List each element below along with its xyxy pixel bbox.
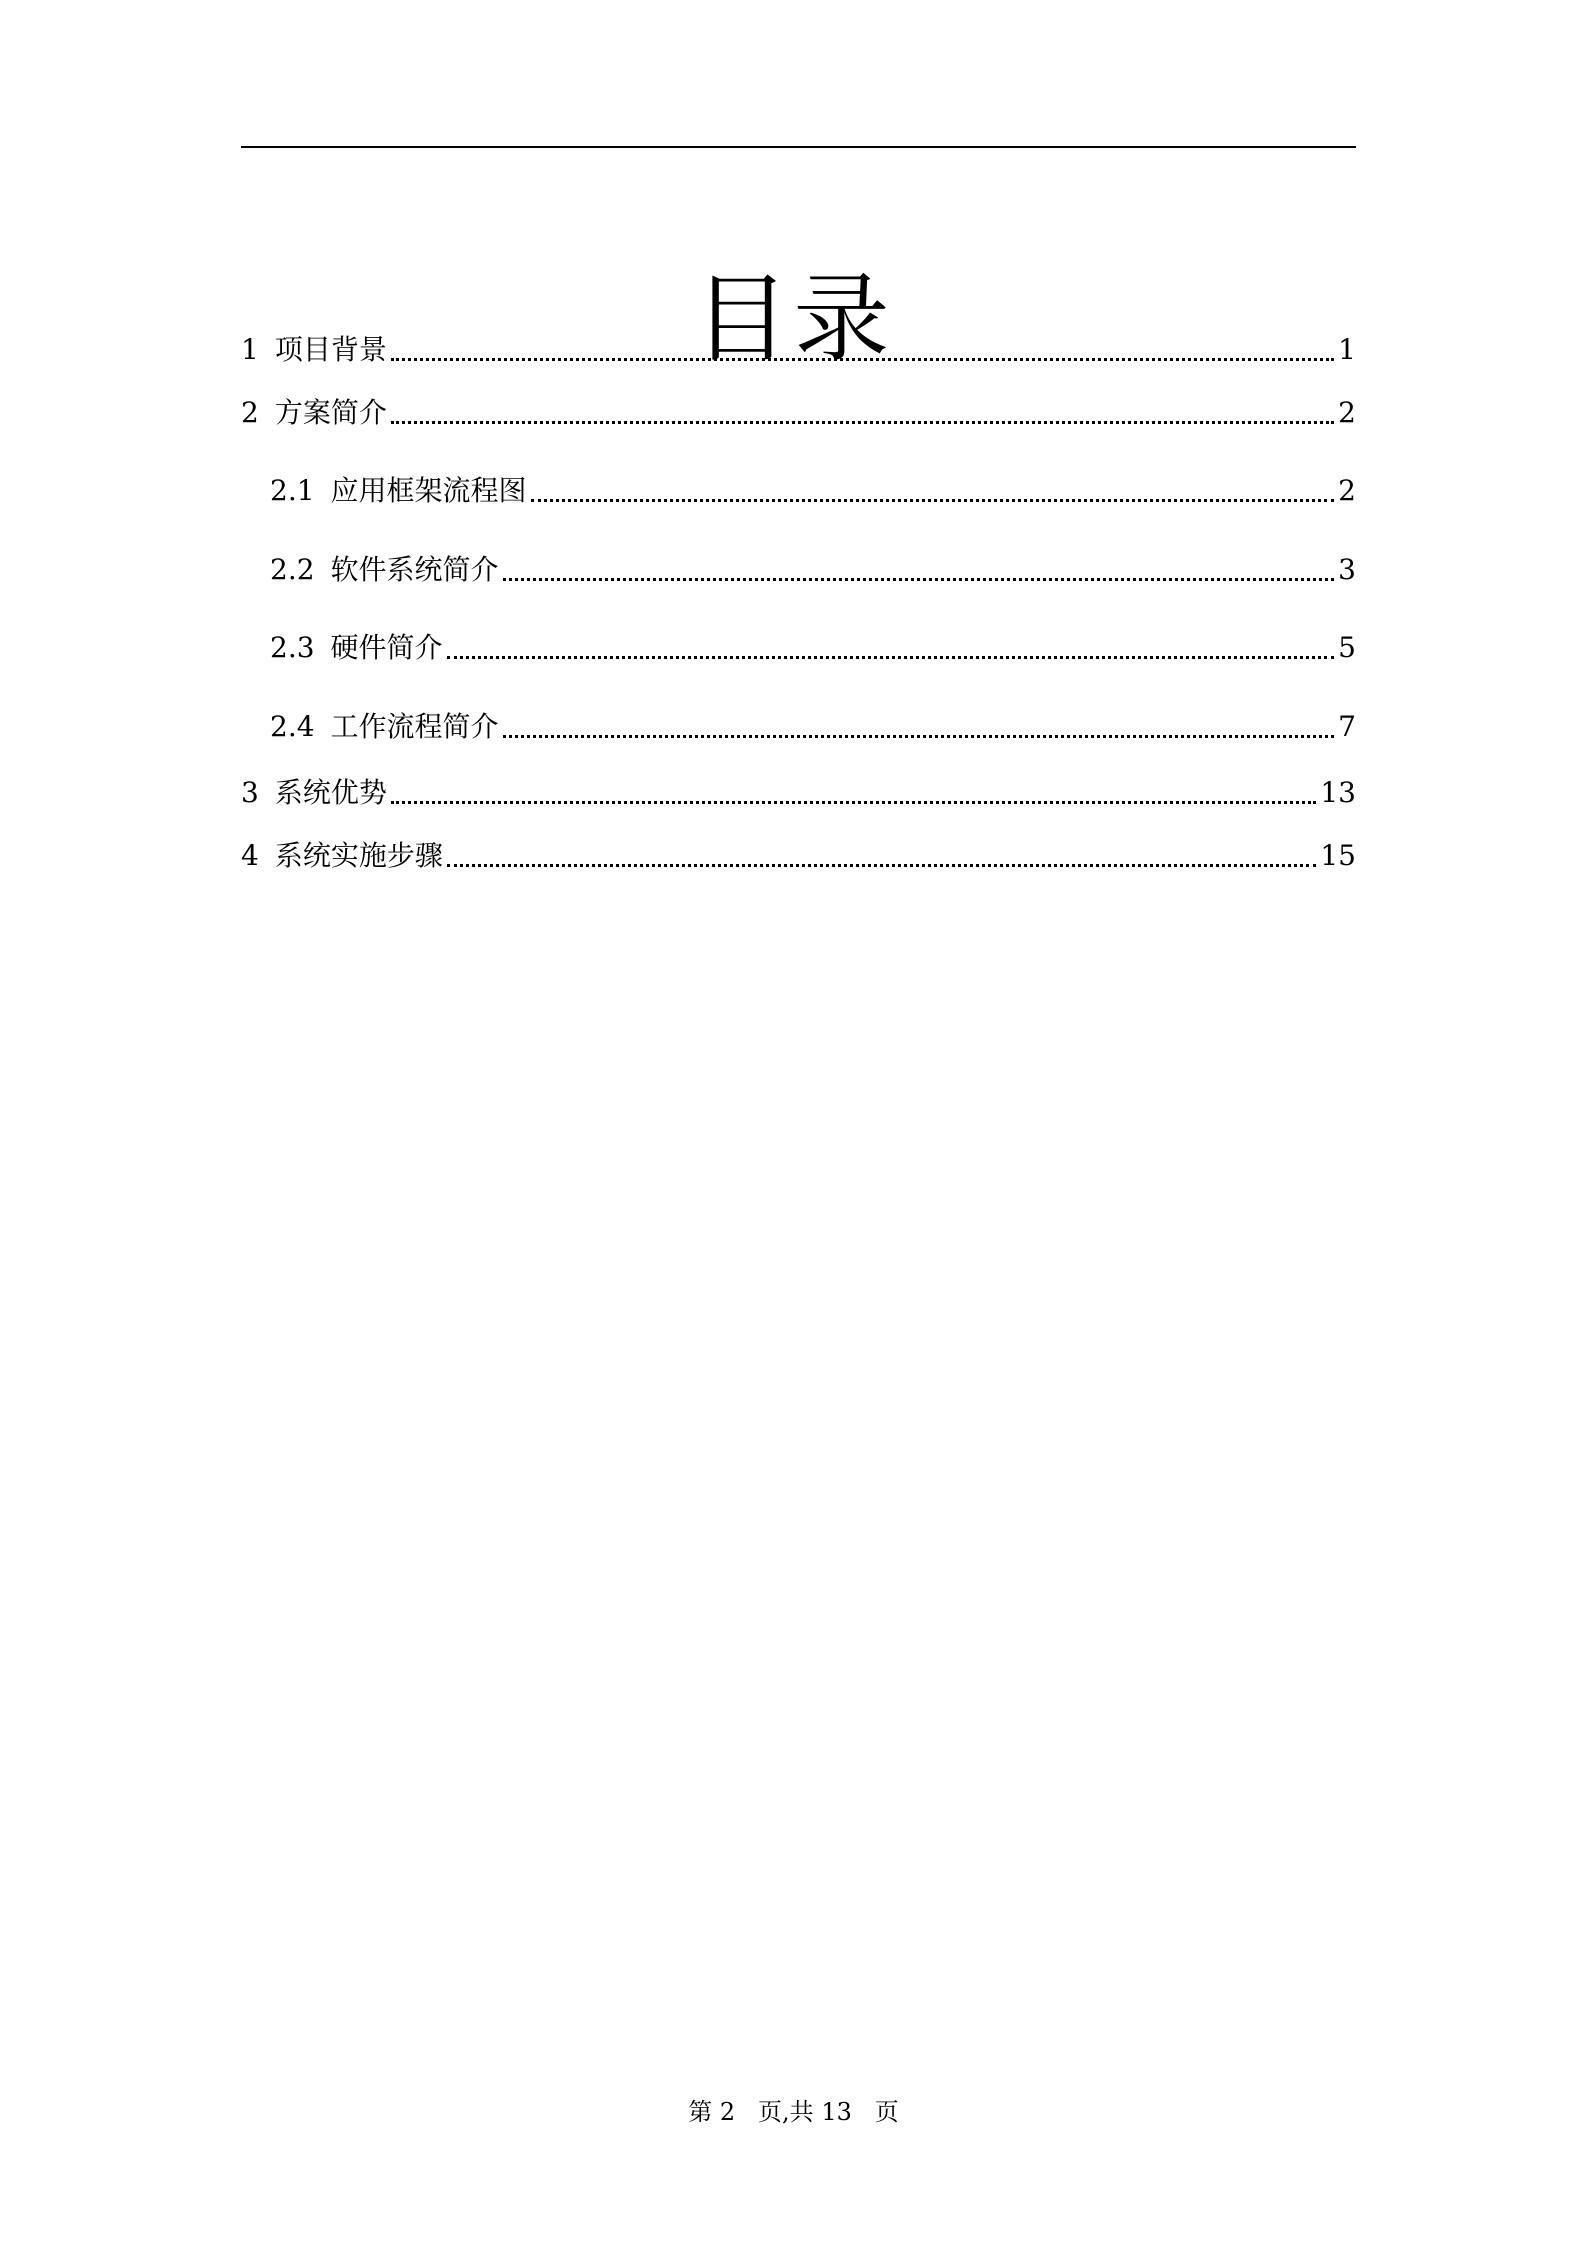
footer-suffix: 页 — [874, 2098, 899, 2126]
toc-dot-leader — [503, 578, 1335, 581]
toc-entry-number: 2.4 — [270, 710, 315, 743]
toc-entry-page: 7 — [1338, 710, 1356, 743]
footer-total-pages: 13 — [821, 2098, 852, 2126]
footer-current-page: 2 — [719, 2098, 736, 2126]
toc-entry-page: 5 — [1338, 631, 1356, 664]
toc-entry-page: 1 — [1338, 333, 1356, 366]
toc-dot-leader — [503, 735, 1335, 738]
toc-dot-leader — [447, 864, 1317, 867]
toc-entry[interactable] — [270, 550, 1356, 590]
toc-entry-label: 方案简介 — [274, 396, 387, 429]
toc-entry-page: 13 — [1320, 776, 1356, 809]
toc-entry-page: 15 — [1320, 839, 1356, 872]
toc-entry-label: 工作流程简介 — [330, 710, 499, 743]
toc-entry-number: 2.2 — [270, 553, 315, 586]
footer-prefix: 第 — [688, 2098, 713, 2126]
toc-entry-number: 2 — [241, 396, 259, 429]
toc-entry-page: 3 — [1338, 553, 1356, 586]
toc-entry[interactable] — [241, 393, 1356, 433]
toc-entry[interactable] — [241, 836, 1356, 876]
footer-middle: 页,共 — [758, 2098, 814, 2126]
toc-entry[interactable] — [241, 330, 1356, 370]
toc-dot-leader — [531, 499, 1335, 502]
page-title: 目录 — [693, 263, 894, 376]
toc-entry-label: 系统优势 — [274, 776, 387, 809]
toc-entry[interactable] — [241, 773, 1356, 813]
toc-entry-number: 1 — [241, 333, 259, 366]
toc-entry[interactable] — [270, 707, 1356, 747]
toc-entry-label: 系统实施步骤 — [274, 839, 443, 872]
page-footer — [0, 2096, 1587, 2128]
toc-entry-label: 应用框架流程图 — [330, 474, 527, 507]
toc-entry-page: 2 — [1338, 396, 1356, 429]
toc-entry-label: 硬件简介 — [330, 631, 443, 664]
toc-dot-leader — [391, 801, 1317, 804]
toc-entry-number: 3 — [241, 776, 259, 809]
toc-entry-page: 2 — [1338, 474, 1356, 507]
toc-dot-leader — [391, 421, 1334, 424]
toc-entry[interactable] — [270, 628, 1356, 668]
toc-entry[interactable] — [270, 471, 1356, 511]
toc-dot-leader — [447, 656, 1335, 659]
toc-entry-number: 2.3 — [270, 631, 315, 664]
toc-entry-label: 软件系统简介 — [330, 553, 499, 586]
toc-entry-number: 2.1 — [270, 474, 315, 507]
toc-entry-label: 项目背景 — [274, 333, 387, 366]
toc-dot-leader — [391, 358, 1334, 361]
toc-entry-number: 4 — [241, 839, 259, 872]
